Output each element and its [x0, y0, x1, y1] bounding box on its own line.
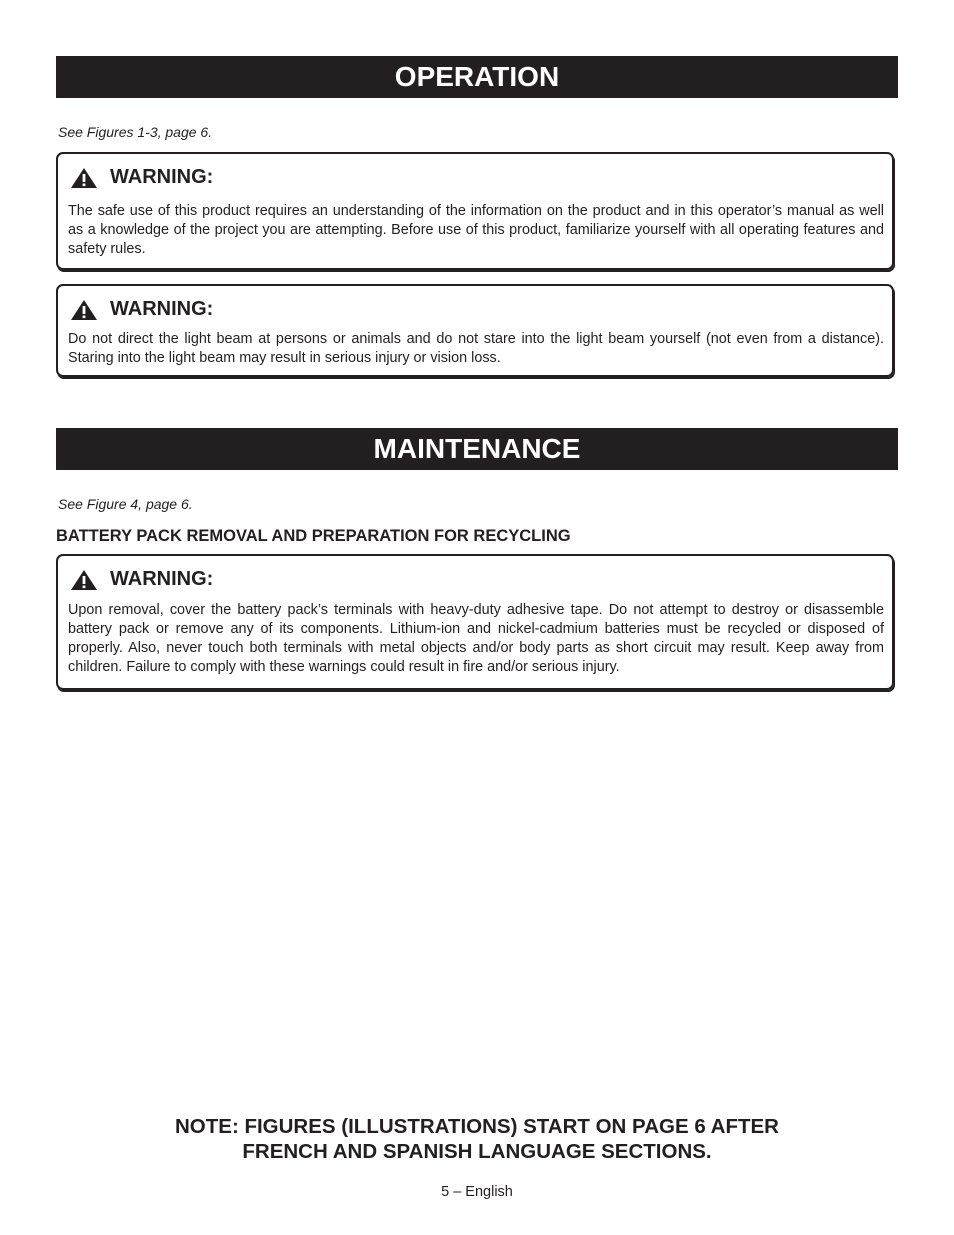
warning-text: Upon removal, cover the battery pack’s terminals with heavy-duty adhesive tape. Do not attempt to destroy or disassemble battery pack or remove any of its components. Lithium-ion and nickel-cadmium batteries must be recycled or disposed of properly. Also, never touch both terminals with metal objects and/or body parts as short circuit may result. Keep away from children. Failure to comply with these warnings could result in fire and/or serious injury.	[68, 602, 884, 675]
warning-label: WARNING:	[110, 166, 214, 188]
warning-label: WARNING:	[110, 298, 214, 320]
warning-box-battery	[56, 554, 894, 690]
warning-label: WARNING:	[110, 568, 214, 590]
maintenance-title-text: MAINTENANCE	[373, 433, 581, 464]
maintenance-section-title	[56, 428, 898, 470]
warning-text: Do not direct the light beam at persons or animals and do not stare into the light beam yourself (not even from a distance). Staring into the light beam may result in serious injury or vision loss.	[68, 331, 884, 366]
battery-removal-heading: BATTERY PACK REMOVAL AND PREPARATION FOR RECYCLING	[56, 527, 571, 545]
operation-section-title	[56, 56, 898, 98]
warning-box-light-beam	[56, 284, 894, 377]
operation-figure-reference: See Figures 1-3, page 6.	[58, 124, 213, 140]
warning-text: The safe use of this product requires an understanding of the information on the product and in this operator’s manual as well as a knowledge of the project you are attempting. Before use of this product, familiarize yourself with all operating features and safety rules.	[68, 203, 884, 257]
warning-box-safe-use	[56, 152, 894, 270]
figures-note-line-2: FRENCH AND SPANISH LANGUAGE SECTIONS.	[242, 1140, 712, 1163]
warning-header	[70, 568, 213, 591]
warning-header	[70, 298, 213, 321]
maintenance-figure-reference: See Figure 4, page 6.	[58, 496, 193, 512]
warning-triangle-icon	[70, 569, 98, 591]
warning-header	[70, 166, 213, 189]
page-number: 5 – English	[441, 1184, 513, 1200]
warning-triangle-icon	[70, 167, 98, 189]
warning-triangle-icon	[70, 299, 98, 321]
operation-title-text: OPERATION	[394, 61, 560, 92]
figures-note-line-1: NOTE: FIGURES (ILLUSTRATIONS) START ON PAGE 6 AFTER	[175, 1115, 779, 1138]
figures-note	[0, 1114, 954, 1164]
